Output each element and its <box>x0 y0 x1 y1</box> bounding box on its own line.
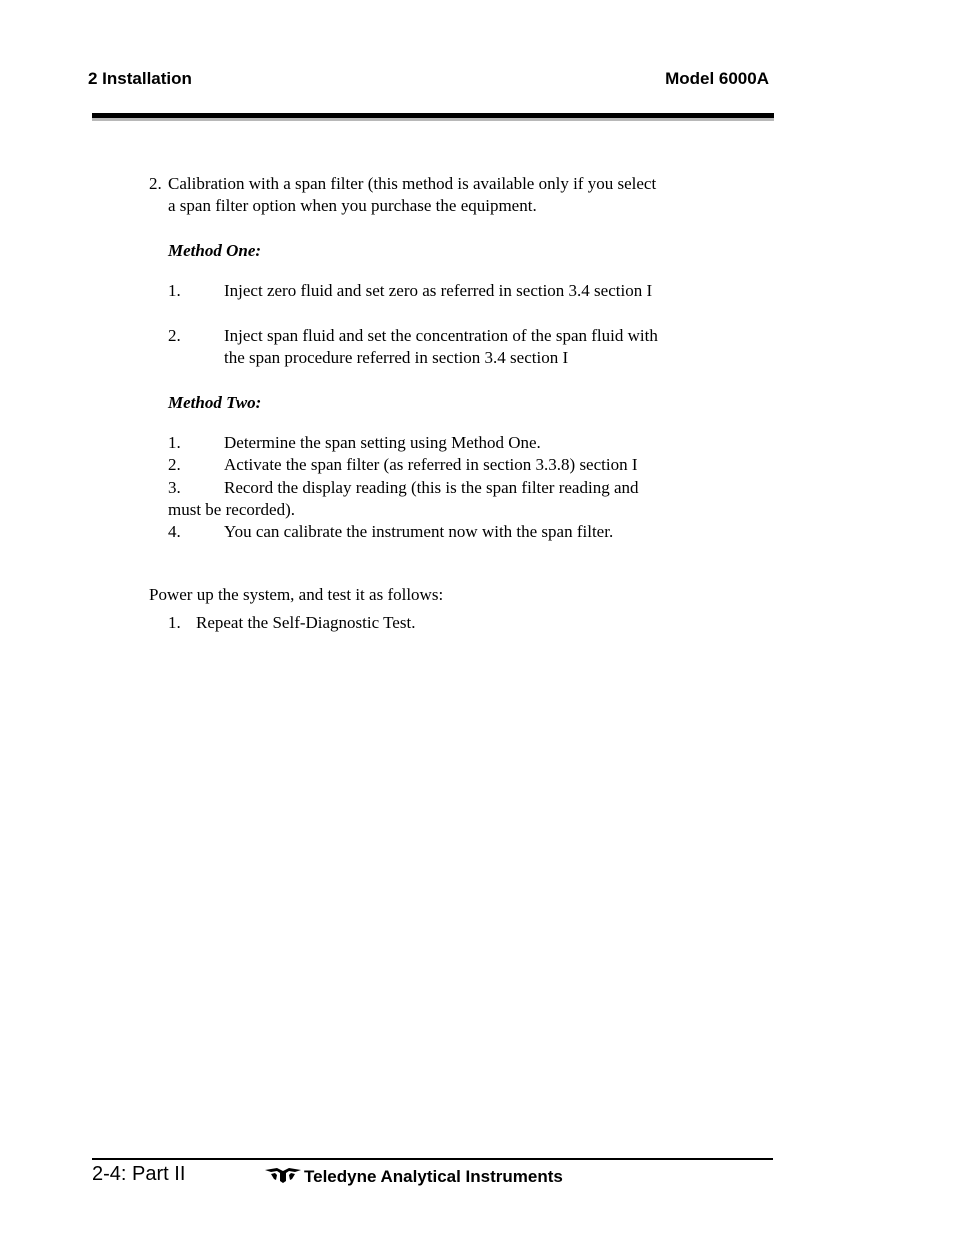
item-text-line: Calibration with a span filter (this method is available only if you select <box>168 174 657 193</box>
step-number: 2. <box>168 326 181 345</box>
company-name: Teledyne Analytical Instruments <box>304 1167 563 1186</box>
step-text: You can calibrate the instrument now with the span filter. <box>224 522 614 541</box>
teledyne-logo-icon <box>265 1166 301 1184</box>
item-text-line: a span filter option when you purchase the equipment. <box>168 196 537 215</box>
power-up-intro: Power up the system, and test it as follows: <box>149 585 444 604</box>
method-one-heading: Method One: <box>168 241 262 260</box>
running-header-model: Model 6000A <box>665 69 769 88</box>
step-number: 1. <box>168 281 181 300</box>
page-number: 2-4: Part II <box>92 1163 186 1185</box>
step-text: Determine the span setting using Method One. <box>224 433 541 452</box>
step-text-continued: must be recorded). <box>168 500 295 519</box>
step-text: Record the display reading (this is the span filter reading and <box>224 478 639 497</box>
step-number: 4. <box>168 522 181 541</box>
footer-rule <box>92 1158 773 1160</box>
step-text: Activate the span filter (as referred in section 3.3.8) section I <box>224 455 638 474</box>
item-number: 2. <box>149 174 162 193</box>
step-text: Repeat the Self-Diagnostic Test. <box>196 613 416 632</box>
step-text: Inject span fluid and set the concentration of the span fluid with <box>224 326 658 345</box>
method-two-heading: Method Two: <box>168 393 262 412</box>
step-number: 3. <box>168 478 181 497</box>
step-number: 2. <box>168 455 181 474</box>
step-number: 1. <box>168 613 181 632</box>
step-text: the span procedure referred in section 3.4 section I <box>224 348 569 367</box>
running-header-section: 2 Installation <box>88 69 192 88</box>
step-text: Inject zero fluid and set zero as referred in section 3.4 section I <box>224 281 653 300</box>
header-rule <box>92 113 774 121</box>
step-number: 1. <box>168 433 181 452</box>
